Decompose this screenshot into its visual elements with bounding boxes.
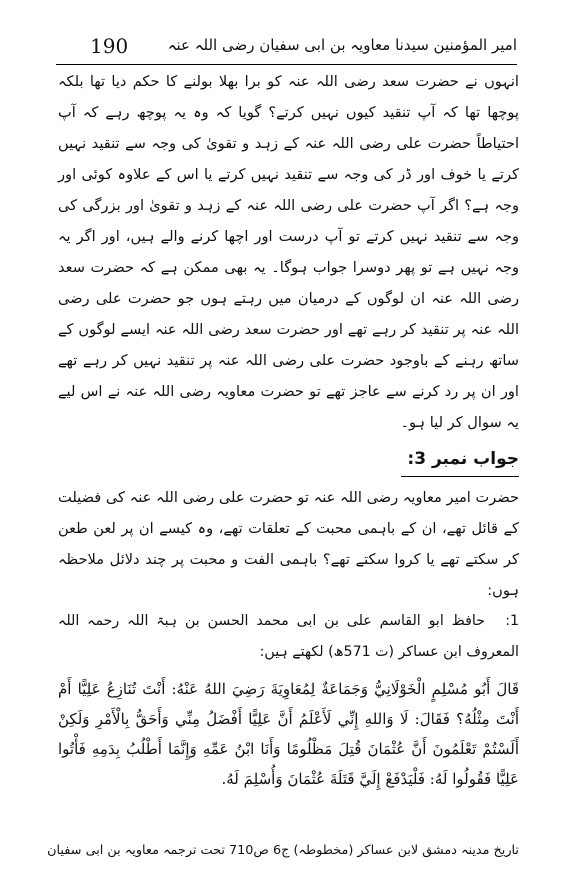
paragraph-2: حضرت امیر معاویہ رضی اللہ عنہ تو حضرت علی رضی اللہ عنہ کی فضیلت کے قائل تھے، ان کے باہمی محبت کے تعلقات تھے، وہ کیسے ان پر لعن طعن کر سکتے تھے یا کروا سکتے تھے؟ باہمی الفت و محبت پر چند دلائل ملاحظہ ہوں: bbox=[58, 489, 519, 599]
reference-text: حافظ ابو القاسم علی بن ابی محمد الحسن بن ہبۃ اللہ رحمہ اللہ المعروف ابن عساکر (ت 571ھ) لکھتے ہیں: bbox=[58, 613, 519, 660]
arabic-quote: قَالَ أَبُو مُسْلِمٍ الْخَوْلَانِيُّ وَجَمَاعَةٌ لِمُعَاوِيَةَ رَضِيَ اللهُ عَنْهُ: أَنْتَ تُنَازِعُ عَلِيًّا أَمْ أَنْتَ مِثْلُهُ؟ فَقَالَ: لَا وَاللهِ إِنِّي لَأَعْلَمُ أَنَّ عَلِيًّا أَفْضَلُ مِنِّي وَأَحَقُّ بِالْأَمْرِ وَلَكِنْ أَلَسْتُمْ تَعْلَمُونَ أَنَّ عُثْمَانَ قُتِلَ مَظْلُومًا وَأَنَا ابْنُ عَمِّهِ وَإِنَّمَا أَطْلُبُ بِدَمِهِ فَأْتُوا عَلِيًّا فَقُولُوا لَهُ: فَلْيَدْفَعْ إِلَيَّ قَتَلَةَ عُثْمَانَ وَأُسْلِمَ لَهُ. bbox=[58, 680, 519, 788]
source-citation: تاریخ مدینہ دمشق لابن عساکر (مخطوطہ) ج6 ص710 تحت ترجمہ معاویہ بن ابی سفیان bbox=[47, 843, 519, 858]
running-title: امیر المؤمنین سیدنا معاویہ بن ابی سفیان رضی اللہ عنہ bbox=[167, 36, 517, 54]
reference-number: 1: bbox=[505, 613, 519, 629]
reference-item bbox=[58, 606, 519, 668]
section-heading-wrap bbox=[58, 444, 519, 478]
paragraph-1: انہوں نے حضرت سعد رضی اللہ عنہ کو برا بھلا بولنے کا حکم دیا تھا بلکہ پوچھا تھا کہ آپ تنقید کیوں نہیں کرتے؟ گویا کہ وہ یہ پوچھ رہے کہ آپ احتیاطاً حضرت علی رضی اللہ عنہ کے زہد و تقویٰ کی وجہ سے تنقید نہیں کرتے یا خوف اور ڈر کی وجہ سے تنقید نہیں کرتے یا اس کے علاوہ کوئی اور وجہ ہے؟ اگر آپ حضرت علی رضی اللہ عنہ کے زہد و تقویٰ اور بزرگی کی وجہ سے تنقید نہیں کرتے تو آپ درست اور اچھا کرنے والے ہیں، اور اگر یہ وجہ نہیں ہے تو پھر دوسرا جواب ہوگا۔ یہ بھی ممکن ہے کہ حضرت سعد رضی اللہ عنہ ان لوگوں کے درمیان میں رہتے ہوں جو حضرت علی رضی اللہ عنہ پر تنقید کر رہے تھے اور حضرت سعد رضی اللہ عنہ ایسے لوگوں کے ساتھ رہنے کے باوجود حضرت علی رضی اللہ عنہ پر تنقید نہیں کر رہے تھے اور ان پر رد کرنے سے عاجز تھے تو حضرت معاویہ رضی اللہ عنہ نے اس لیے یہ سوال کر لیا ہو۔ bbox=[58, 73, 519, 431]
page-body bbox=[58, 66, 519, 794]
page-number: 190 bbox=[90, 34, 129, 58]
page-header bbox=[56, 30, 517, 65]
section-heading: جواب نمبر 3: bbox=[401, 444, 519, 477]
